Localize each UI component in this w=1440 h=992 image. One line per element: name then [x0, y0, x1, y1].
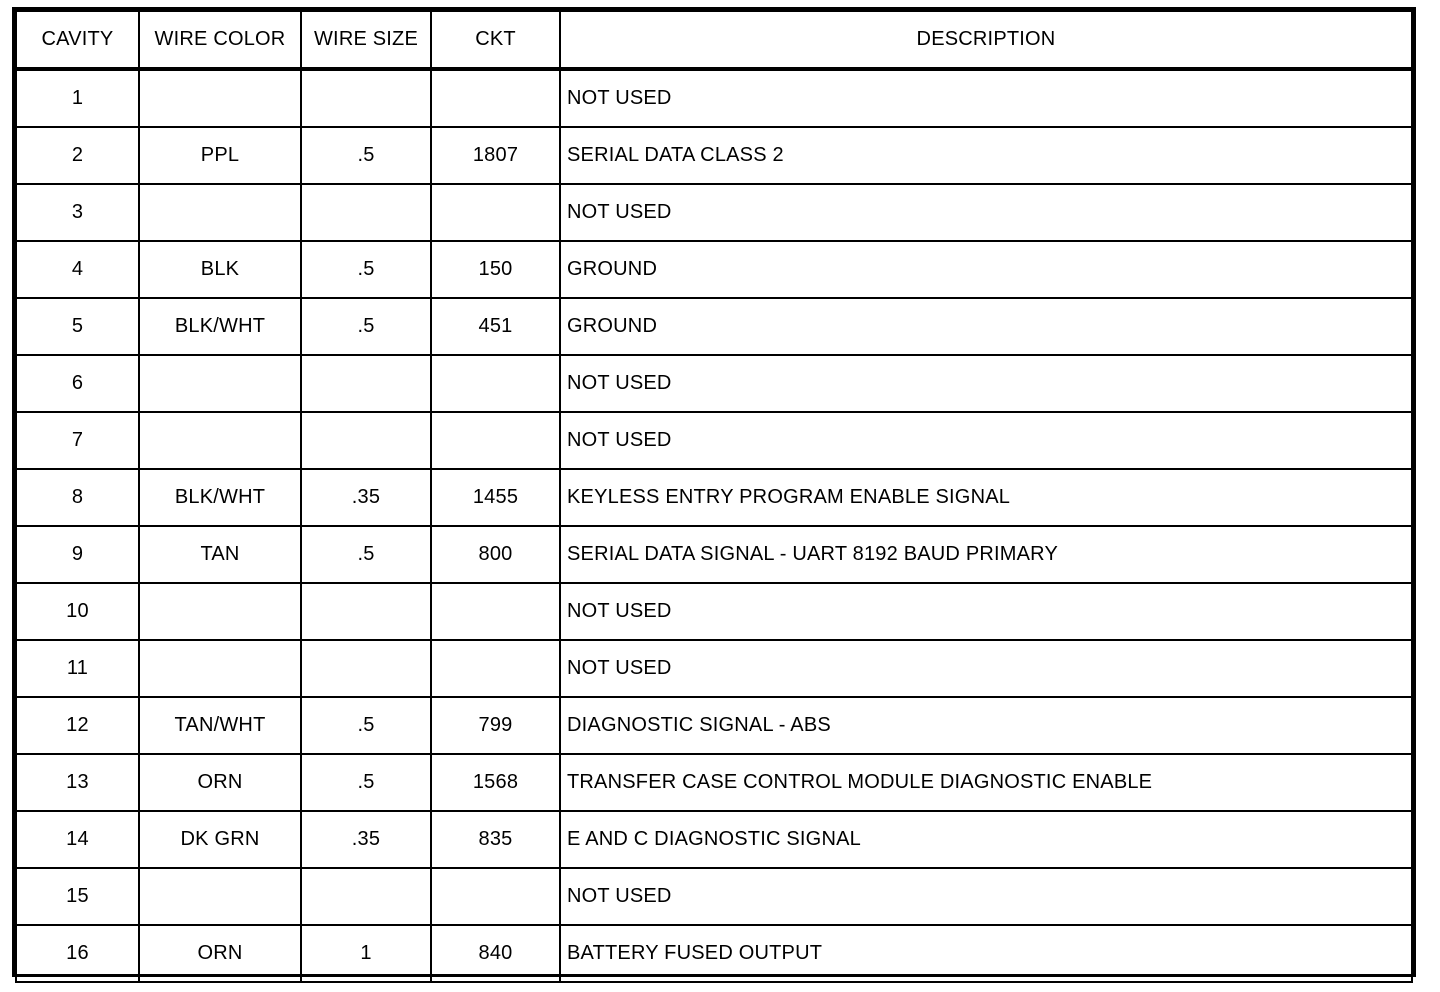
cell-ckt: 150	[431, 241, 560, 298]
cell-wire-size: 1	[301, 925, 431, 982]
table-row	[16, 127, 1412, 184]
cell-cavity: 6	[16, 355, 139, 412]
cell-cavity: 3	[16, 184, 139, 241]
table-row	[16, 412, 1412, 469]
cell-wire-size: .5	[301, 127, 431, 184]
cell-ckt	[431, 355, 560, 412]
cell-description: NOT USED	[560, 184, 1412, 241]
cell-cavity: 11	[16, 640, 139, 697]
cell-wire-size	[301, 355, 431, 412]
cell-cavity: 10	[16, 583, 139, 640]
cell-ckt: 835	[431, 811, 560, 868]
cell-wire-color	[139, 355, 301, 412]
connector-cavity-table	[15, 10, 1413, 983]
table-row	[16, 469, 1412, 526]
cell-wire-color	[139, 868, 301, 925]
cell-cavity: 7	[16, 412, 139, 469]
table-row	[16, 241, 1412, 298]
table-row	[16, 298, 1412, 355]
cell-wire-size: .35	[301, 811, 431, 868]
cell-cavity: 2	[16, 127, 139, 184]
table-row	[16, 811, 1412, 868]
cell-wire-color: BLK/WHT	[139, 298, 301, 355]
cell-ckt	[431, 640, 560, 697]
header-wire-size: WIRE SIZE	[301, 11, 431, 69]
cell-ckt	[431, 69, 560, 127]
cell-cavity: 12	[16, 697, 139, 754]
cell-ckt	[431, 184, 560, 241]
header-cavity: CAVITY	[16, 11, 139, 69]
table-row	[16, 526, 1412, 583]
cell-wire-color: TAN/WHT	[139, 697, 301, 754]
cell-wire-size	[301, 868, 431, 925]
cell-description: NOT USED	[560, 640, 1412, 697]
cell-cavity: 1	[16, 69, 139, 127]
cell-wire-size	[301, 583, 431, 640]
connector-table-container	[12, 7, 1416, 977]
cell-ckt: 840	[431, 925, 560, 982]
cell-wire-color	[139, 412, 301, 469]
header-wire-color: WIRE COLOR	[139, 11, 301, 69]
table-row	[16, 184, 1412, 241]
cell-wire-size: .5	[301, 697, 431, 754]
cell-wire-size: .35	[301, 469, 431, 526]
cell-description: NOT USED	[560, 355, 1412, 412]
table-row	[16, 697, 1412, 754]
cell-wire-color: PPL	[139, 127, 301, 184]
cell-description: BATTERY FUSED OUTPUT	[560, 925, 1412, 982]
cell-cavity: 16	[16, 925, 139, 982]
cell-description: SERIAL DATA SIGNAL - UART 8192 BAUD PRIMARY	[560, 526, 1412, 583]
table-row	[16, 868, 1412, 925]
cell-description: NOT USED	[560, 412, 1412, 469]
cell-wire-color	[139, 184, 301, 241]
cell-wire-color: ORN	[139, 754, 301, 811]
cell-ckt: 1455	[431, 469, 560, 526]
cell-description: E AND C DIAGNOSTIC SIGNAL	[560, 811, 1412, 868]
cell-wire-color	[139, 640, 301, 697]
table-row	[16, 355, 1412, 412]
cell-wire-size	[301, 640, 431, 697]
cell-wire-color	[139, 583, 301, 640]
cell-description: GROUND	[560, 241, 1412, 298]
table-row	[16, 69, 1412, 127]
cell-wire-size: .5	[301, 754, 431, 811]
table-header-row	[16, 11, 1412, 69]
cell-wire-color: BLK	[139, 241, 301, 298]
table-row	[16, 754, 1412, 811]
cell-cavity: 13	[16, 754, 139, 811]
table-body	[16, 69, 1412, 982]
cell-wire-size: .5	[301, 298, 431, 355]
cell-wire-color: TAN	[139, 526, 301, 583]
table-row	[16, 583, 1412, 640]
cell-cavity: 5	[16, 298, 139, 355]
cell-description: GROUND	[560, 298, 1412, 355]
cell-wire-color	[139, 69, 301, 127]
cell-ckt	[431, 868, 560, 925]
cell-wire-size	[301, 69, 431, 127]
cell-description: NOT USED	[560, 868, 1412, 925]
cell-wire-color: BLK/WHT	[139, 469, 301, 526]
cell-description: TRANSFER CASE CONTROL MODULE DIAGNOSTIC ENABLE	[560, 754, 1412, 811]
cell-ckt	[431, 412, 560, 469]
table-row	[16, 925, 1412, 982]
cell-cavity: 14	[16, 811, 139, 868]
cell-description: NOT USED	[560, 583, 1412, 640]
cell-wire-color: DK GRN	[139, 811, 301, 868]
header-description: DESCRIPTION	[560, 11, 1412, 69]
cell-wire-color: ORN	[139, 925, 301, 982]
cell-cavity: 15	[16, 868, 139, 925]
cell-wire-size	[301, 184, 431, 241]
cell-wire-size	[301, 412, 431, 469]
cell-ckt: 1807	[431, 127, 560, 184]
cell-description: SERIAL DATA CLASS 2	[560, 127, 1412, 184]
cell-cavity: 8	[16, 469, 139, 526]
cell-ckt: 800	[431, 526, 560, 583]
cell-description: NOT USED	[560, 69, 1412, 127]
cell-wire-size: .5	[301, 241, 431, 298]
cell-cavity: 4	[16, 241, 139, 298]
cell-ckt: 1568	[431, 754, 560, 811]
cell-description: KEYLESS ENTRY PROGRAM ENABLE SIGNAL	[560, 469, 1412, 526]
cell-wire-size: .5	[301, 526, 431, 583]
cell-description: DIAGNOSTIC SIGNAL - ABS	[560, 697, 1412, 754]
cell-ckt	[431, 583, 560, 640]
cell-ckt: 799	[431, 697, 560, 754]
cell-ckt: 451	[431, 298, 560, 355]
table-row	[16, 640, 1412, 697]
cell-cavity: 9	[16, 526, 139, 583]
header-ckt: CKT	[431, 11, 560, 69]
